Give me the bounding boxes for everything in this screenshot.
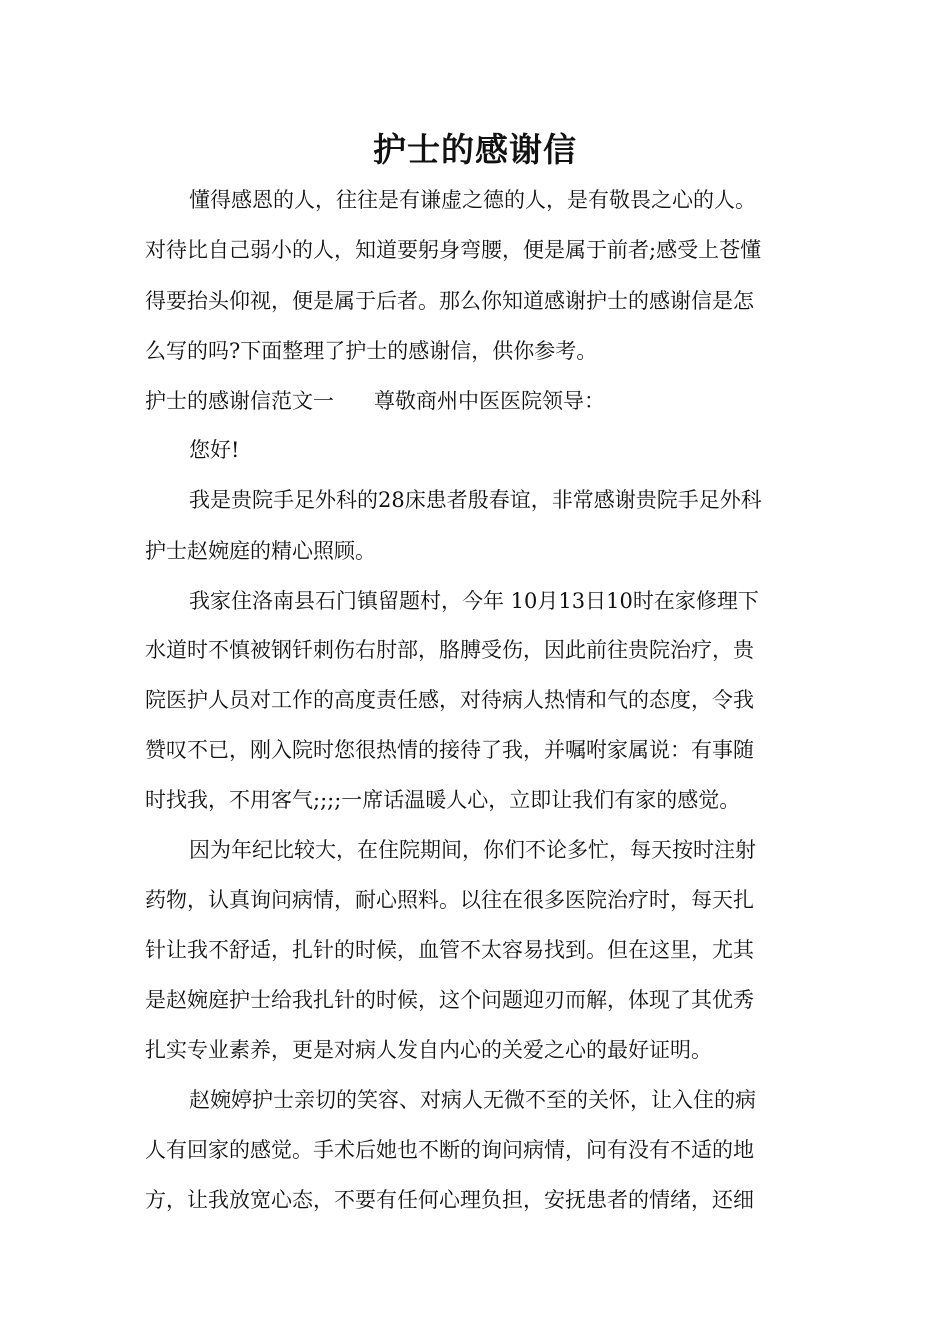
text-line: 针让我不舒适，扎针的时候，血管不太容易找到。但在这里，尤其 [145, 938, 754, 962]
text-line: 我家住洛南县石门镇留题村，今年 10月13日10时在家修理下 [189, 589, 759, 613]
text-line: 方，让我放宽心态，不要有任何心理负担，安抚患者的情绪，还细 [145, 1188, 754, 1212]
text-line: 扎实专业素养，更是对病人发自内心的关爱之心的最好证明。 [145, 1038, 712, 1062]
text-line: 水道时不慎被钢钎刺伤右肘部，胳膊受伤，因此前往贵院治疗，贵 [145, 638, 754, 662]
text-line: 懂得感恩的人，往往是有谦虚之德的人，是有敬畏之心的人。 [189, 188, 756, 212]
text-line: 么写的吗?下面整理了护士的感谢信，供你参考。 [145, 339, 598, 363]
text-line: 时找我，不用客气;;;;一席话温暖人心，立即让我们有家的感觉。 [145, 788, 741, 812]
text-line: 赵婉婷护士亲切的笑容、对病人无微不至的关怀，让入住的病 [189, 1088, 756, 1112]
text-line: 院医护人员对工作的高度责任感，对待病人热情和气的态度，令我 [145, 688, 754, 712]
text-line: 是赵婉庭护士给我扎针的时候，这个问题迎刃而解，体现了其优秀 [145, 988, 754, 1012]
text-line: 我是贵院手足外科的28床患者殷春谊，非常感谢贵院手足外科 [189, 488, 762, 512]
text-line: 人有回家的感觉。手术后她也不断的询问病情，问有没有不适的地 [145, 1138, 754, 1162]
text-line: 药物，认真询问病情，耐心照料。以往在很多医院治疗时，每天扎 [145, 888, 754, 912]
document-title: 护士的感谢信 [373, 130, 577, 169]
text-line: 得要抬头仰视，便是属于后者。那么你知道感谢护士的感谢信是怎 [145, 289, 754, 313]
text-line: 您好! [189, 438, 240, 462]
text-line: 护士赵婉庭的精心照顾。 [145, 539, 376, 563]
text-line: 对待比自己弱小的人，知道要躬身弯腰，便是属于前者;感受上苍懂 [145, 238, 762, 262]
text-line: 护士的感谢信范文一 尊敬商州中医医院领导： [145, 389, 606, 413]
text-line: 因为年纪比较大，在住院期间，你们不论多忙，每天按时注射 [189, 838, 756, 862]
text-line: 赞叹不已，刚入院时您很热情的接待了我，并嘱咐家属说：有事随 [145, 738, 754, 762]
